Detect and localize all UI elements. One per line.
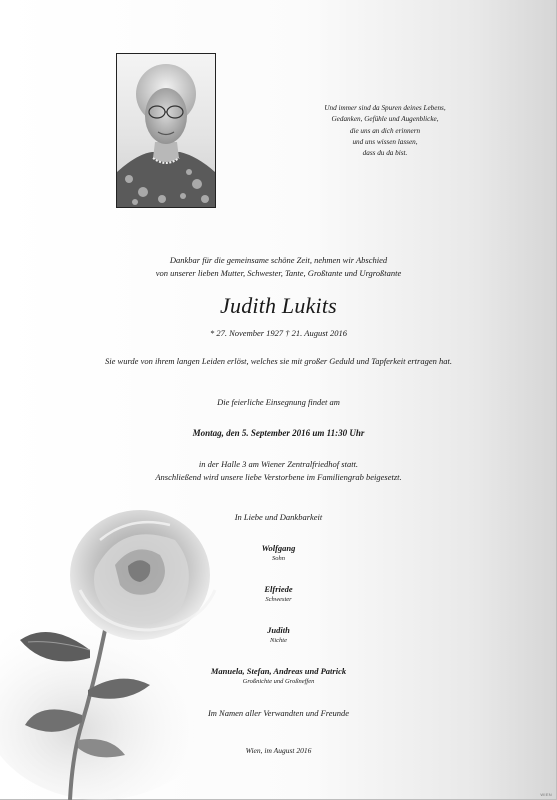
mourner-name: Manuela, Stefan, Andreas und Patrick (210, 666, 347, 676)
life-dates: * 27. November 1927 † 21. August 2016 (209, 328, 348, 338)
mourner-name: Elfriede (264, 584, 293, 594)
deceased-name: Judith Lukits (220, 293, 337, 318)
poem-line: dass du da bist. (362, 149, 408, 158)
love-text: In Liebe und Dankbarkeit (234, 512, 323, 522)
intro-text (0, 254, 557, 280)
poem-line: die uns an dich erinnern (349, 126, 421, 135)
ceremony-datetime: Montag, den 5. September 2016 um 11:30 Uhr (192, 428, 365, 438)
mourner-name: Judith (267, 625, 290, 635)
poem-line: und uns wissen lassen, (352, 137, 418, 146)
mourner-relation: Nichte (270, 637, 287, 644)
ceremony-text: Die feierliche Einsegnung findet am (217, 397, 340, 407)
mourner-relation: Schwester (265, 596, 292, 603)
mourner-relation: Großnichte und Großneffen (242, 678, 315, 685)
city-date: Wien, im August 2016 (245, 746, 312, 755)
intro-line: von unserer lieben Mutter, Schwester, Tante, Großtante und Urgroßtante (155, 268, 402, 278)
mourner (0, 625, 557, 645)
released-text: Sie wurde von ihrem langen Leiden erlöst, welches sie mit großer Geduld und Tapferkeit ertragen hat. (105, 356, 452, 366)
poem (290, 103, 480, 159)
mourner (0, 543, 557, 563)
poem-line: Und immer sind da Spuren deines Lebens, (324, 104, 446, 112)
mourner-relation: Sohn (272, 555, 285, 562)
corner-mark: WIEN (540, 792, 552, 797)
intro-line: Dankbar für die gemeinsame schöne Zeit, nehmen wir Abschied (169, 255, 388, 265)
place-line: Anschließend wird unsere liebe Verstorbene im Familiengrab beigesetzt. (155, 472, 402, 482)
all-relatives-text: Im Namen aller Verwandten und Freunde (207, 708, 350, 718)
mourner-name: Wolfgang (261, 543, 296, 553)
place-line: in der Halle 3 am Wiener Zentralfriedhof statt. (198, 459, 359, 469)
mourner (0, 666, 557, 686)
place-text (0, 458, 557, 484)
mourner (0, 584, 557, 604)
portrait-photo (116, 53, 216, 208)
poem-line: Gedanken, Gefühle und Augenblicke, (331, 115, 439, 124)
